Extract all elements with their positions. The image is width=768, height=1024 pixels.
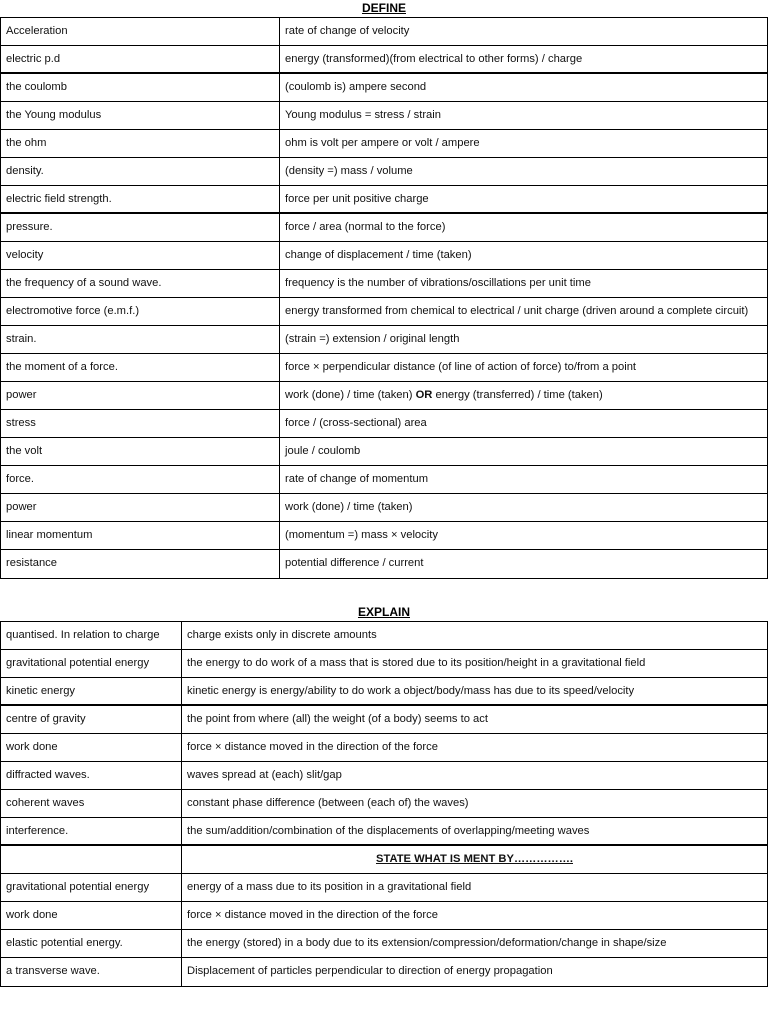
define-definition-cell xyxy=(280,382,767,409)
explain-definition-cell: kinetic energy is energy/ability to do work a object/body/mass has due to its speed/velocity xyxy=(187,685,635,697)
define-row xyxy=(1,130,767,158)
define-term-cell: density. xyxy=(1,158,280,185)
explain-row xyxy=(1,622,767,650)
state-header-empty-cell xyxy=(1,846,182,873)
explain-term-cell: interference. xyxy=(1,818,182,844)
state-row xyxy=(1,958,767,986)
state-row xyxy=(1,930,767,958)
define-definition-cell: Young modulus = stress / strain xyxy=(285,109,441,121)
define-row xyxy=(1,74,767,102)
define-term-cell: force. xyxy=(1,466,280,493)
define-term-cell: strain. xyxy=(1,326,280,353)
define-definition-cell: ohm is volt per ampere or volt / ampere xyxy=(285,137,480,149)
define-definition-cell: force / area (normal to the force) xyxy=(285,221,446,233)
definition-text: work (done) / time (taken) xyxy=(285,389,416,401)
define-row xyxy=(1,522,767,550)
define-row xyxy=(1,214,767,242)
explain-table xyxy=(0,621,768,987)
explain-definition-cell: the point from where (all) the weight (of a body) seems to act xyxy=(187,713,488,725)
define-definition-cell: force × perpendicular distance (of line of action of force) to/from a point xyxy=(285,361,637,373)
define-term-cell: linear momentum xyxy=(1,522,280,549)
define-row xyxy=(1,550,767,578)
define-definition-cell: frequency is the number of vibrations/oscillations per unit time xyxy=(285,277,591,289)
definition-emphasis: OR xyxy=(415,389,433,401)
define-term-cell: electric p.d xyxy=(1,46,280,72)
define-definition-cell: force / (cross-sectional) area xyxy=(285,417,427,429)
define-table xyxy=(0,17,768,579)
define-row xyxy=(1,298,767,326)
define-row xyxy=(1,466,767,494)
define-definition-cell: (density =) mass / volume xyxy=(285,165,413,177)
define-row xyxy=(1,186,767,214)
define-row xyxy=(1,270,767,298)
define-term-cell: the volt xyxy=(1,438,280,465)
define-term-cell: resistance xyxy=(1,550,280,578)
explain-term-cell: gravitational potential energy xyxy=(1,650,182,677)
define-row xyxy=(1,18,767,46)
define-definition-cell: (momentum =) mass × velocity xyxy=(285,529,438,541)
state-term-cell: elastic potential energy. xyxy=(1,930,182,957)
state-definition-cell: energy of a mass due to its position in a gravitational field xyxy=(187,881,472,893)
define-definition-cell: energy transformed from chemical to electrical / unit charge (driven around a complete circuit) xyxy=(285,305,749,317)
define-term-cell: the Young modulus xyxy=(1,102,280,129)
state-term-cell: gravitational potential energy xyxy=(1,874,182,901)
define-definition-cell: energy (transformed)(from electrical to other forms) / charge xyxy=(285,53,583,65)
state-row xyxy=(1,874,767,902)
define-term-cell: the moment of a force. xyxy=(1,354,280,381)
define-row xyxy=(1,382,767,410)
state-row xyxy=(1,902,767,930)
define-definition-cell: work (done) / time (taken) xyxy=(285,501,413,513)
definition-text: energy (transferred) / time (taken) xyxy=(432,389,603,401)
define-row xyxy=(1,354,767,382)
explain-row xyxy=(1,678,767,706)
define-row xyxy=(1,410,767,438)
explain-definition-cell: charge exists only in discrete amounts xyxy=(187,629,377,641)
explain-row xyxy=(1,762,767,790)
define-definition-cell: joule / coulomb xyxy=(285,445,361,457)
explain-definition-cell: the energy to do work of a mass that is stored due to its position/height in a gravitational field xyxy=(187,657,646,669)
state-definition-cell: Displacement of particles perpendicular to direction of energy propagation xyxy=(187,965,553,977)
define-definition-cell: rate of change of momentum xyxy=(285,473,429,485)
explain-definition-cell: constant phase difference (between (each of) the waves) xyxy=(187,797,469,809)
define-definition-cell: change of displacement / time (taken) xyxy=(285,249,472,261)
define-term-cell: Acceleration xyxy=(1,18,280,45)
define-term-cell: electromotive force (e.m.f.) xyxy=(1,298,280,325)
explain-row xyxy=(1,790,767,818)
state-term-cell: work done xyxy=(1,902,182,929)
state-definition-cell: the energy (stored) in a body due to its extension/compression/deformation/change in shape/size xyxy=(187,937,667,949)
explain-row xyxy=(1,650,767,678)
define-definition-cell: force per unit positive charge xyxy=(285,193,429,205)
define-row xyxy=(1,438,767,466)
state-term-cell: a transverse wave. xyxy=(1,958,182,986)
explain-heading: EXPLAIN xyxy=(357,605,410,619)
define-row xyxy=(1,46,767,74)
explain-term-cell: diffracted waves. xyxy=(1,762,182,789)
define-definition-cell: potential difference / current xyxy=(285,557,424,569)
state-header-row xyxy=(1,846,767,874)
define-row xyxy=(1,326,767,354)
define-row xyxy=(1,494,767,522)
explain-row xyxy=(1,706,767,734)
define-row xyxy=(1,158,767,186)
explain-term-cell: centre of gravity xyxy=(1,706,182,733)
define-definition-cell: (strain =) extension / original length xyxy=(285,333,460,345)
explain-term-cell: kinetic energy xyxy=(1,678,182,704)
define-term-cell: the coulomb xyxy=(1,74,280,101)
define-term-cell: the ohm xyxy=(1,130,280,157)
explain-term-cell: work done xyxy=(1,734,182,761)
define-term-cell: velocity xyxy=(1,242,280,269)
explain-definition-cell: force × distance moved in the direction of the force xyxy=(187,741,438,753)
explain-row xyxy=(1,818,767,846)
define-term-cell: the frequency of a sound wave. xyxy=(1,270,280,297)
explain-definition-cell: the sum/addition/combination of the displacements of overlapping/meeting waves xyxy=(187,825,590,837)
define-row xyxy=(1,102,767,130)
explain-definition-cell: waves spread at (each) slit/gap xyxy=(187,769,342,781)
define-definition-cell: (coulomb is) ampere second xyxy=(285,81,427,93)
explain-term-cell: quantised. In relation to charge xyxy=(1,622,182,649)
define-term-cell: electric field strength. xyxy=(1,186,280,212)
define-definition-cell: rate of change of velocity xyxy=(285,25,410,37)
define-term-cell: power xyxy=(1,382,280,409)
explain-row xyxy=(1,734,767,762)
define-row xyxy=(1,242,767,270)
define-term-cell: stress xyxy=(1,410,280,437)
state-definition-cell: force × distance moved in the direction of the force xyxy=(187,909,438,921)
state-heading: STATE WHAT IS MENT BY……………. xyxy=(375,853,573,865)
explain-term-cell: coherent waves xyxy=(1,790,182,817)
define-term-cell: power xyxy=(1,494,280,521)
define-term-cell: pressure. xyxy=(1,214,280,241)
define-heading: DEFINE xyxy=(361,1,406,15)
